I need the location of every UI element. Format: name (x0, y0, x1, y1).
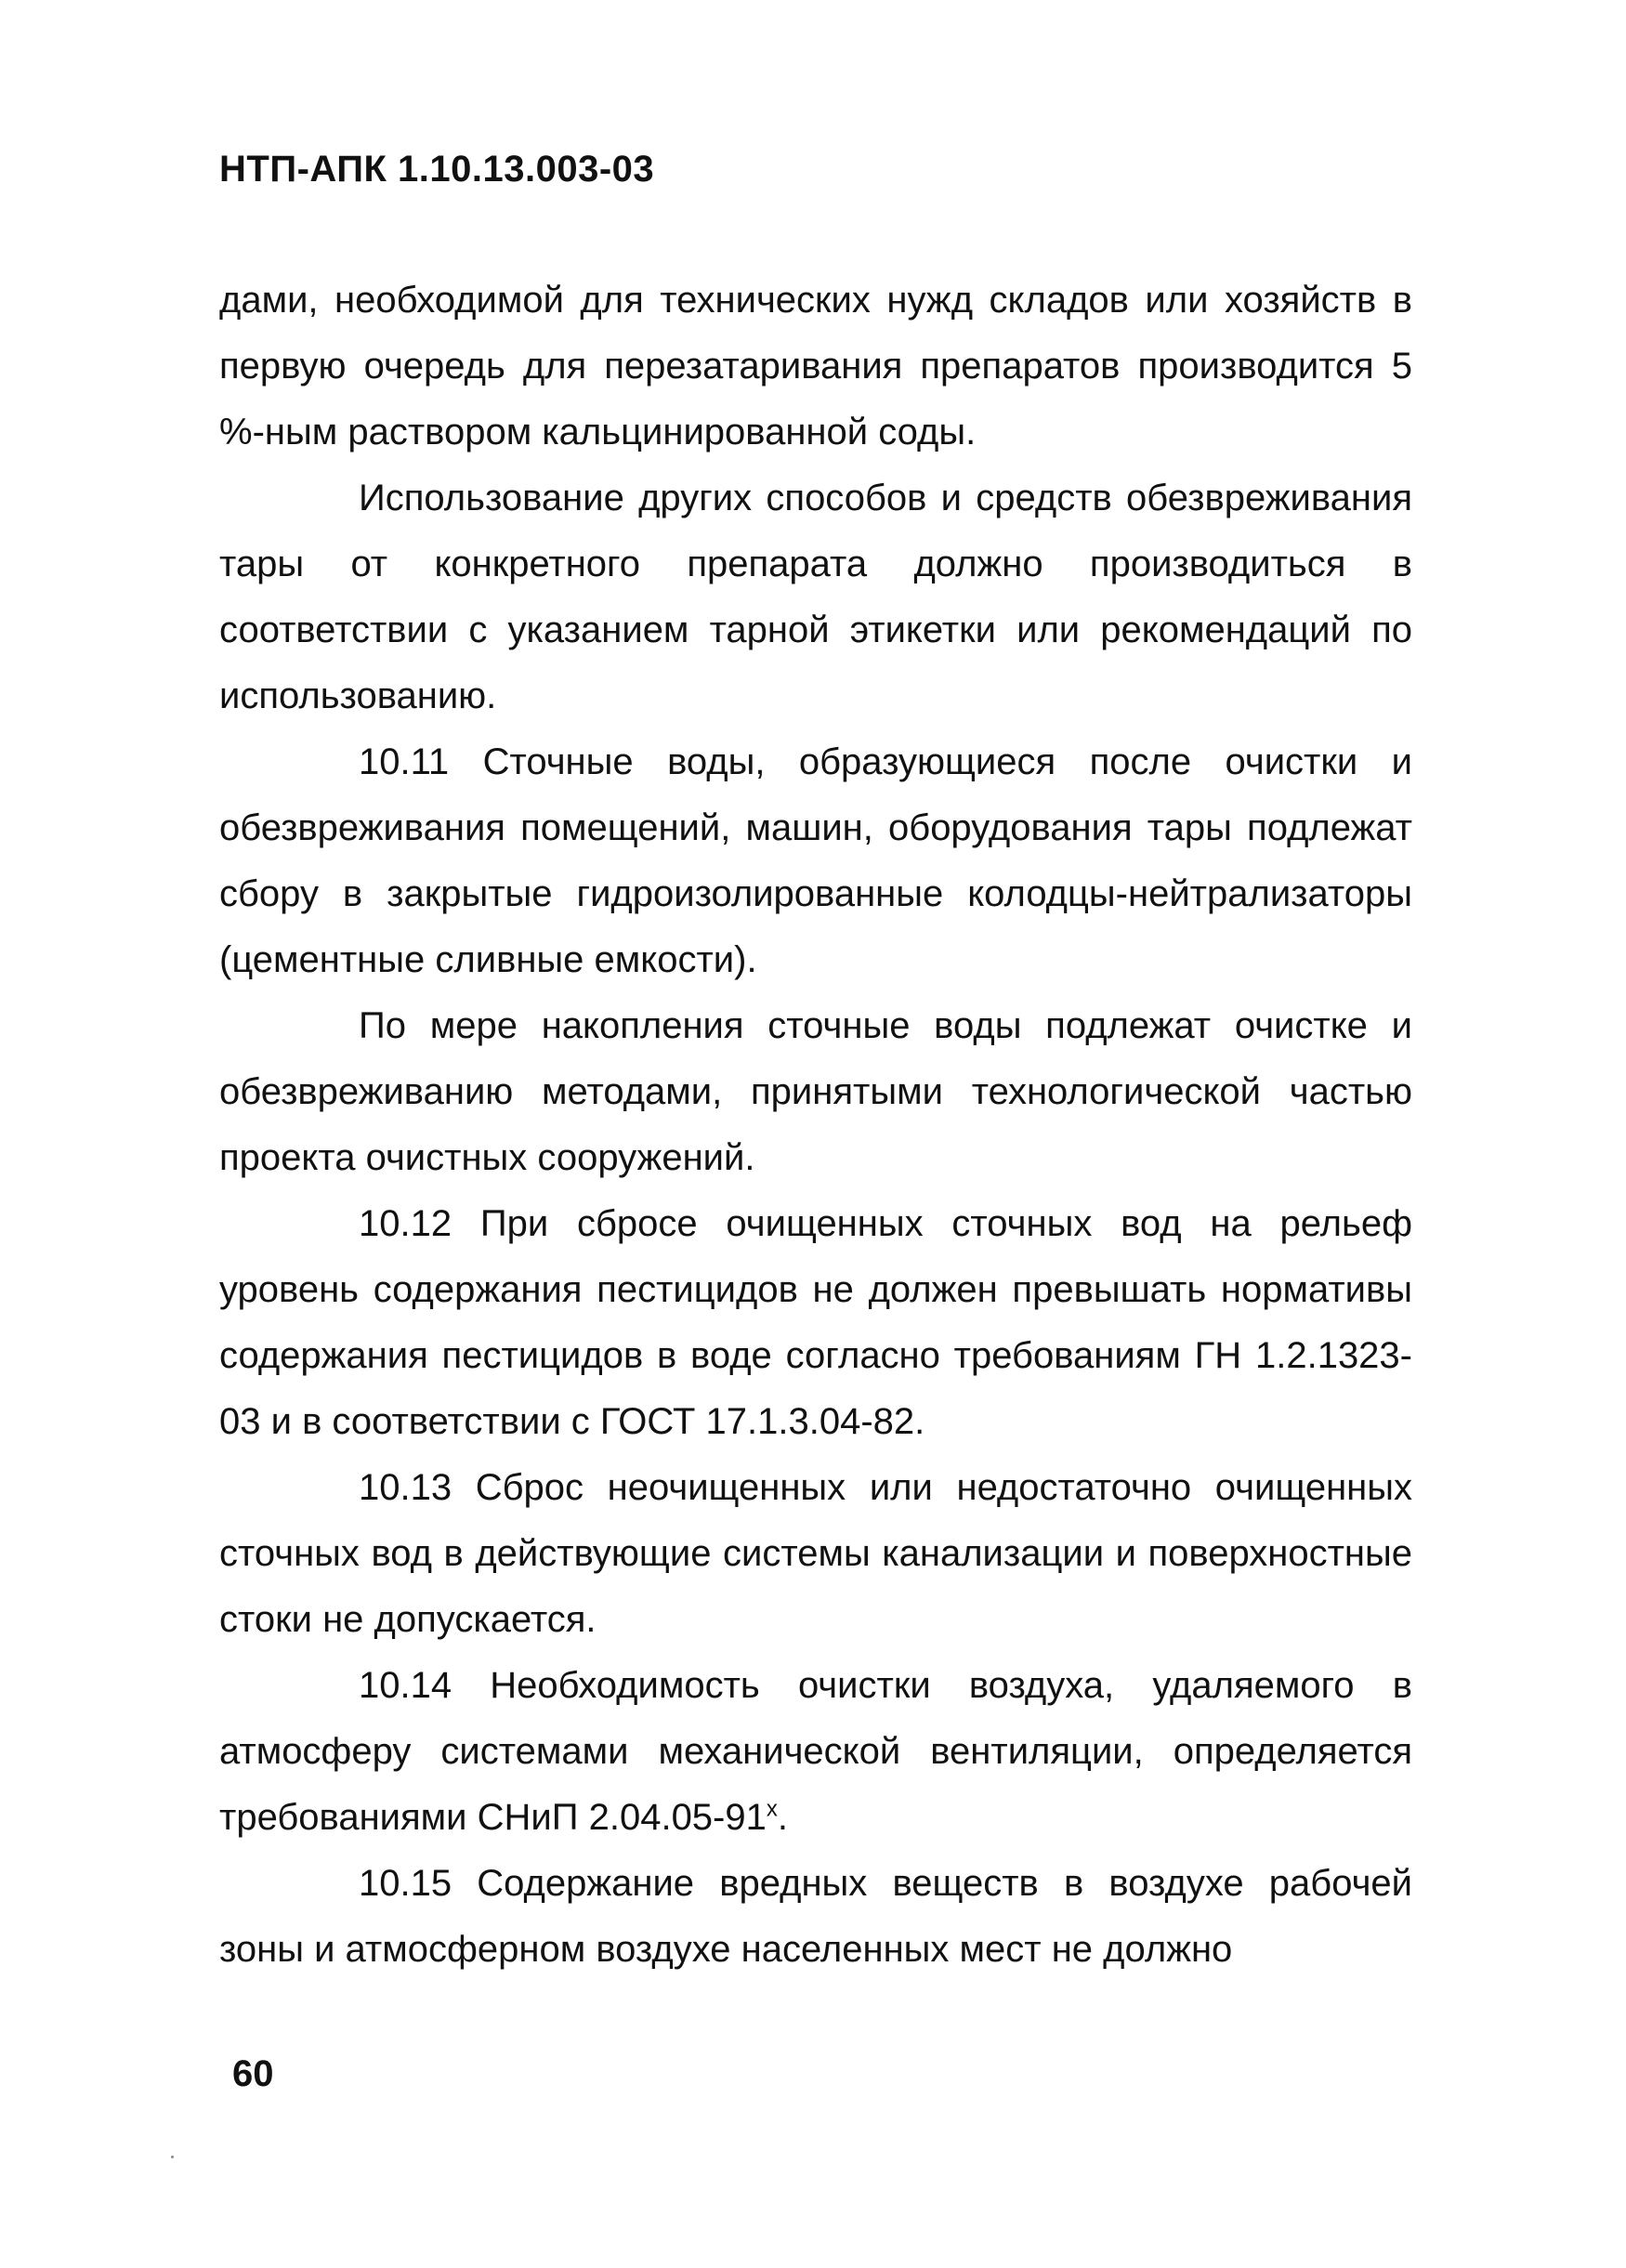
paragraph-10-12: 10.12 При сбросе очищенных сточных вод на рельеф уровень содержания пестицидов не должен превышать нормативы содержания пестицидов в воде согласно требованиям ГН 1.2.1323-03 и в соответствии с ГОСТ 17.1.3.04-82. (219, 1203, 1412, 1442)
paragraph-10-11: 10.11 Сточные воды, образующиеся после очистки и обезвреживания помещений, машин, оборудования тары подлежат сбору в закрытые гидроизолированные колодцы-нейтрализаторы (цементные сливные емкости). (219, 741, 1412, 980)
body-text (219, 268, 1412, 1983)
page-number: 60 (232, 2053, 274, 2094)
paragraph-10-13: 10.13 Сброс неочищенных или недостаточно очищенных сточных вод в действующие системы канализации и поверхностные стоки не допускается. (219, 1467, 1412, 1640)
paragraph-10-15: 10.15 Содержание вредных веществ в воздухе рабочей зоны и атмосферном воздухе населенных мест не должно (219, 1863, 1412, 1970)
paragraph-10-14-text: 10.14 Необходимость очистки воздуха, удаляемого в атмосферу системами механической вентиляции, определяется требованиями СНиП 2.04.05-91 (219, 1665, 1412, 1838)
paragraph-continuation: дами, необходимой для технических нужд складов или хозяйств в первую очередь для перезатаривания препаратов производится 5 %-ным раствором кальцинированной соды. (219, 280, 1412, 452)
document-code-header: НТП-АПК 1.10.13.003-03 (219, 149, 655, 190)
paragraph-wastewater-treatment: По мере накопления сточные воды подлежат очистке и обезвреживанию методами, принятыми технологической частью проекта очистных сооружений. (219, 1005, 1412, 1178)
paragraph-other-methods: Использование других способов и средств обезвреживания тары от конкретного препарата должно производиться в соответствии с указанием тарной этикетки или рекомендаций по использованию. (219, 478, 1412, 716)
paragraph-10-14-tail: . (777, 1797, 788, 1838)
paragraph-10-14 (219, 1653, 1412, 1851)
scan-speck (171, 2156, 174, 2158)
superscript-mark: х (766, 1796, 778, 1822)
